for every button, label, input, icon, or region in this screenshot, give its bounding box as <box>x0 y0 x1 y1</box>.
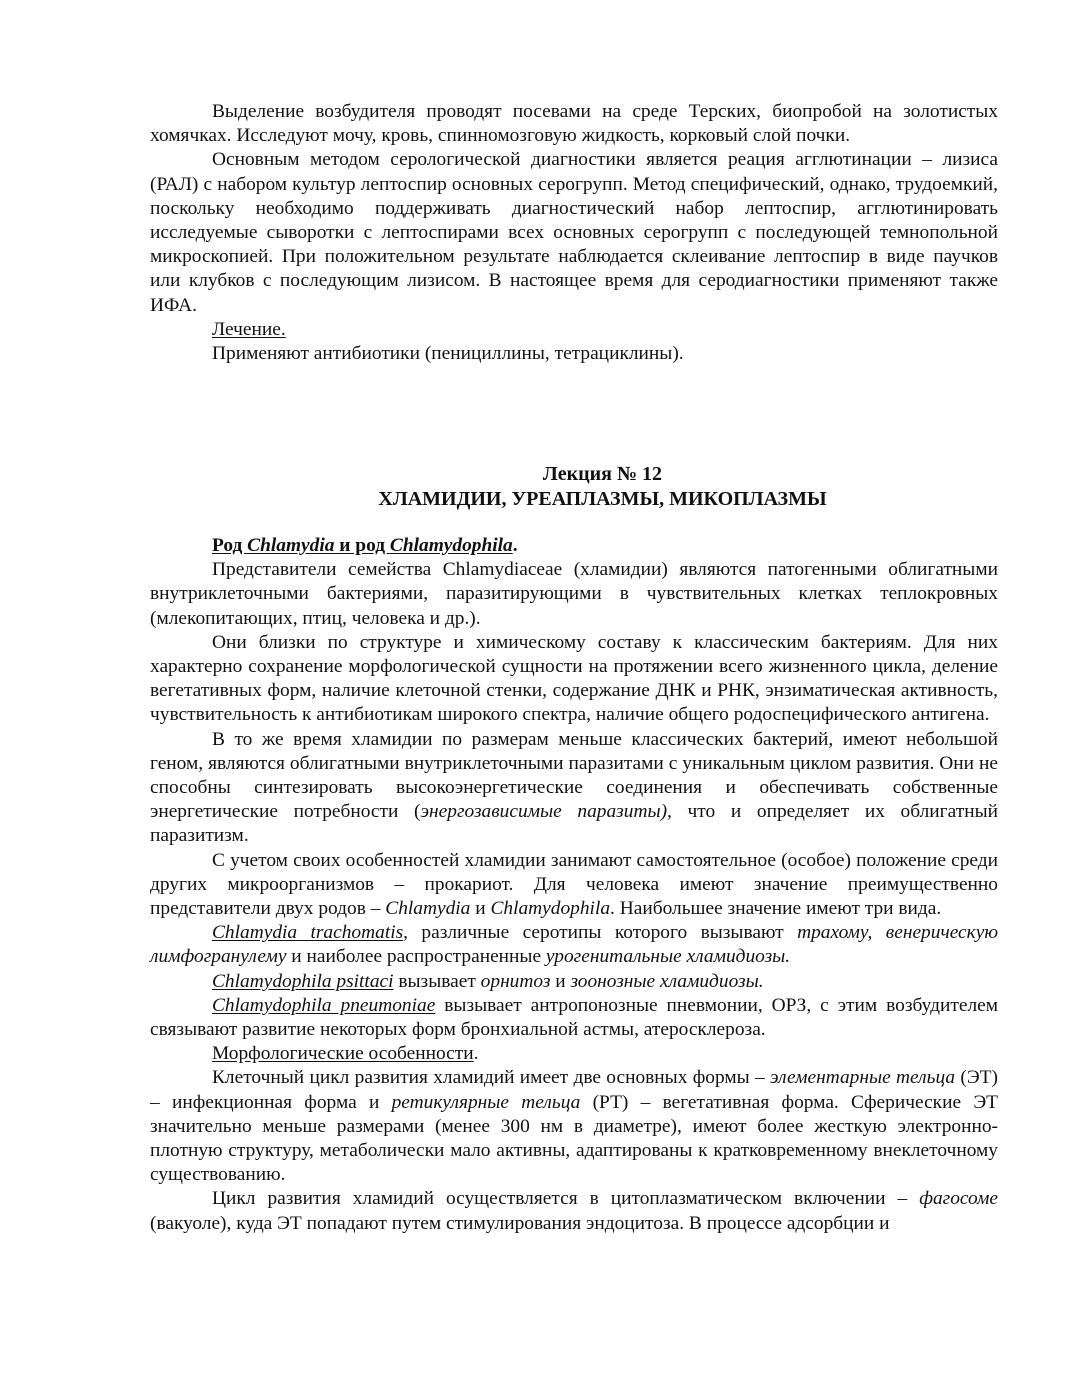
morphology-heading-line <box>150 1042 998 1066</box>
species-pneumoniae: Chlamydophila pneumoniae <box>212 994 436 1016</box>
morphology-heading: Морфологические особенности <box>212 1043 474 1065</box>
italic-span: фагосоме <box>919 1188 998 1210</box>
text-span: вызывает антропонозные пневмонии, ОРЗ, с этим возбудителем связывают развитие некоторых форм бронхиальной астмы, атеросклероза. <box>150 994 998 1041</box>
genus-dot: . <box>512 535 518 556</box>
text-span: вызывает <box>393 970 481 992</box>
italic-span: трахому, венерическую лимфогранулему <box>150 922 998 968</box>
species-psittaci: Chlamydophila psittaci <box>212 970 394 992</box>
italic-span: урогенитальные хламидиозы. <box>545 946 791 968</box>
text-span: и <box>550 970 571 992</box>
genus-heading <box>150 534 998 558</box>
text-span: В то же время хламидии по размерам меньше классических бактерий, имеют небольшой геном, являются облигатными внутриклеточными паразитами с уникальным циклом развития. Они не способны синтезировать высокоэнергетические соединения и обеспечивать собственные энергетические потребности ( <box>150 728 998 823</box>
italic-span: Chlamydophila <box>490 898 611 920</box>
paragraph-cycle-phagosome <box>150 1187 998 1235</box>
paragraph-size <box>150 728 998 849</box>
genus-rod-label: Род <box>212 535 248 556</box>
italic-span: элементарные тельца <box>770 1067 956 1089</box>
text-span: . Наибольшее значение имеют три вида. <box>610 898 942 920</box>
text-span: и наиболее распространенные <box>286 946 546 968</box>
italic-span: энергозависимые паразиты), <box>420 801 672 823</box>
species-trachomatis: Chlamydia trachomatis <box>212 922 404 944</box>
text-span: что и определяет их облигатный паразитизм. <box>150 801 998 847</box>
italic-span: Chlamydia <box>385 898 471 920</box>
text-span: С учетом своих особенностей хламидии занимают самостоятельное (особое) положение среди других микроорганизмов – прокариот. Для человека имеют значение преимущественно представители двух родов – <box>150 849 998 920</box>
paragraph-position <box>150 849 998 922</box>
text-span: (вакуоле), куда ЭТ попадают путем стимулирования эндоцитоза. В процессе адсорбции и <box>150 1212 890 1234</box>
text-span: Клеточный цикл развития хламидий имеет две основных формы – <box>212 1067 771 1089</box>
paragraph-family: Представители семейства Chlamydiaceae (хламидии) являются патогенными облигатными внутриклеточными бактериями, паразитирующими в чувствительных клетках теплокровных (млекопитающих, птиц, человека и др.). <box>150 559 998 629</box>
treatment-heading: Лечение. <box>212 318 286 340</box>
treatment-heading-line <box>150 318 998 342</box>
text-span: Цикл развития хламидий осуществляется в цитоплазматическом включении – <box>212 1188 920 1210</box>
genus-chlamydophila: Chlamydophila <box>389 535 513 556</box>
italic-span: зоонозные хламидиозы. <box>570 970 764 992</box>
italic-span: орнитоз <box>480 970 551 992</box>
lecture-number: Лекция № 12 <box>542 463 663 485</box>
paragraph-cycle-forms <box>150 1066 998 1187</box>
text-span: . <box>473 1043 479 1065</box>
text-span: и <box>470 898 491 920</box>
paragraph-structure: Они близки по структуре и химическому составу к классическим бактериям. Для них характерно сохранение морфологической сущности на протяжении всего жизненного цикла, деление вегетативных форм, наличие клеточной стенки, содержание ДНК и РНК, энзиматическая активность, чувствительность к антибиотикам широкого спектра, наличие общего родоспецифического антигена. <box>150 631 998 726</box>
genus-and-label: и род <box>334 535 390 556</box>
main-section <box>150 534 998 1236</box>
paragraph-trachomatis <box>150 921 998 969</box>
paragraph-psittaci <box>150 970 998 994</box>
paragraph-serology: Основным методом серологической диагностики является реация агглютинации – лизиса (РАЛ) с набором культур лептоспир основных серогрупп. Метод специфический, однако, трудоемкий, поскольку необходимо поддерживать диагностический набор лептоспир, агглютинировать исследуемые сыворотки с лептоспирами всех основных серогрупп с последующей темнопольной микроскопией. При положительном результате наблюдается склеивание лептоспир в виде паучков или клубков с последующим лизисом. В настоящее время для серодиагностики применяют также ИФА. <box>150 149 998 316</box>
italic-span: ретикулярные тельца <box>391 1091 581 1113</box>
genus-chlamydia: Chlamydia <box>247 535 335 556</box>
paragraph-pneumoniae <box>150 994 998 1042</box>
text-span: , различные серотипы которого вызывают <box>403 922 798 944</box>
paragraph-isolation: Выделение возбудителя проводят посевами на среде Терских, биопробой на золотистых хомячках. Исследуют мочу, кровь, спинномозговую жидкость, корковый слой почки. <box>150 101 998 147</box>
text-span: (РТ) – вегетативная форма. Сферические ЭТ значительно меньше размерами (менее 300 нм в диаметре), имеют более жесткую электронно-плотную структуру, метаболически мало активны, адаптированы к кратковременному внеклеточному существованию. <box>150 1091 998 1186</box>
text-span: (ЭТ) – инфекционная форма и <box>150 1067 998 1113</box>
lecture-title: ХЛАМИДИИ, УРЕАПЛАЗМЫ, МИКОПЛАЗМЫ <box>378 488 827 510</box>
top-section <box>150 100 998 366</box>
treatment-text: Применяют антибиотики (пенициллины, тетрациклины). <box>212 343 684 365</box>
